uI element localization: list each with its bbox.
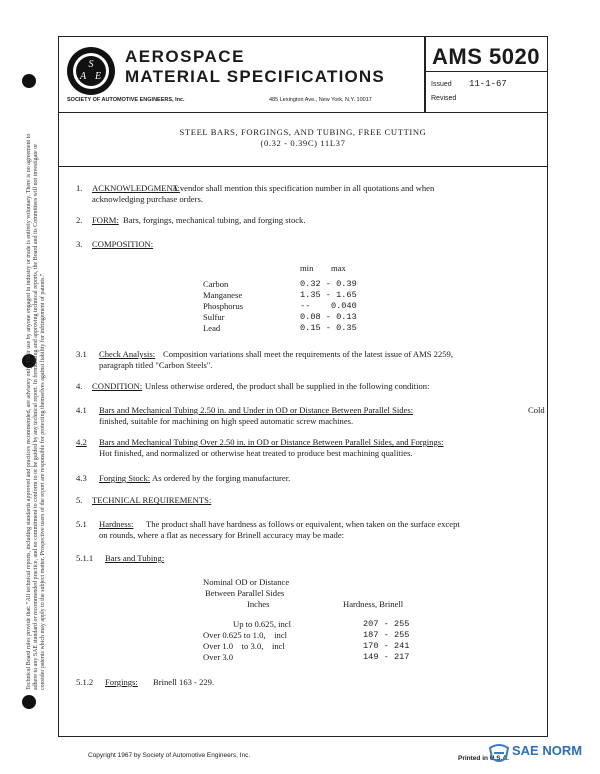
section-1-text-a: A vendor shall mention this specification number in all quotations and when	[172, 183, 435, 193]
section-2-heading: FORM:	[92, 215, 119, 225]
hardness-size: Over 0.625 to 1.0, incl	[203, 630, 288, 640]
hardness-size: Up to 0.625, incl	[233, 619, 292, 629]
footer-printed: Printed in U.S.A.	[458, 755, 509, 762]
hardness-size: Over 1.0 to 3.0, incl	[203, 641, 285, 651]
hardness-value: 149 - 217	[363, 652, 410, 662]
society-name: SOCIETY OF AUTOMOTIVE ENGINEERS, Inc.	[67, 97, 185, 103]
sae-norm-watermark	[488, 740, 600, 770]
hardness-value: 207 - 255	[363, 619, 410, 629]
hardness-head-brinell: Hardness, Brinell	[343, 599, 404, 609]
header-title-line2: MATERIAL SPECIFICATIONS	[125, 67, 385, 86]
section-4-3-heading: Forging Stock:	[99, 473, 151, 483]
section-2-number: 2.	[76, 215, 83, 225]
section-5-1-1-number: 5.1.1	[76, 553, 94, 563]
composition-element: Carbon	[203, 279, 229, 289]
composition-element: Manganese	[203, 290, 243, 300]
section-1-heading: ACKNOWLEDGMENT:	[92, 183, 180, 193]
composition-range: 0.08 - 0.13	[300, 312, 357, 322]
svg-text:A: A	[79, 71, 87, 82]
section-3-1-heading: Check Analysis:	[99, 349, 156, 359]
footer-copyright: Copyright 1967 by Society of Automotive Engineers, Inc.	[88, 752, 251, 759]
punch-hole-bottom	[22, 695, 36, 709]
hardness-value: 187 - 255	[363, 630, 410, 640]
section-5-1-2-text: Brinell 163 - 229.	[153, 677, 215, 687]
doc-title-line1: STEEL BARS, FORGINGS, AND TUBING, FREE CUTTING	[179, 127, 427, 137]
ams-number: AMS 5020	[425, 43, 547, 72]
header-box	[58, 36, 426, 113]
section-5-1-text-a: The product shall have hardness as follows or equivalent, when taken on the surface except	[146, 519, 460, 529]
doc-title-line2: (0.32 - 0.39C) 11L37	[260, 138, 346, 148]
section-5-number: 5.	[76, 495, 83, 505]
section-3-1-number: 3.1	[76, 349, 87, 359]
hardness-head-line3: Inches	[247, 599, 270, 609]
section-4-text: Unless otherwise ordered, the product shall be supplied in the following condition:	[145, 381, 430, 391]
section-4-1-text-b: finished, suitable for machining on high speed automatic screw machines.	[99, 416, 354, 426]
ams-number-box	[424, 36, 548, 113]
section-4-number: 4.	[76, 381, 83, 391]
composition-element: Sulfur	[203, 312, 225, 322]
sae-norm-logo-icon	[488, 742, 510, 764]
side-legal-text: Technical Board rules provide that: "All technical reports, including standards approved and practices recommended, are advisory only. Their use by anyone engaged in industry or trade is entirely voluntary. There is no agreement to adhere to any SAE standard or recommended practice, and no commitment to conform to or be guided by any technical report. In formulating and approving technical reports, the Board and its Committees will not investigate or consider patents which may apply to the subject matter. Prospective users of the report are responsible for protecting themselves against liability for infringement of patents."	[26, 133, 46, 690]
composition-range: 1.35 - 1.65	[300, 290, 357, 300]
svg-text:E: E	[94, 71, 102, 82]
punch-hole-top	[22, 74, 36, 88]
section-4-2-heading: Bars and Mechanical Tubing Over 2.50 in. in OD or Distance Between Parallel Sides, and Forgings:	[99, 437, 444, 447]
hardness-size: Over 3.0	[203, 652, 234, 662]
section-5-heading: TECHNICAL REQUIREMENTS:	[92, 495, 212, 505]
revised-label: Revised	[431, 95, 457, 102]
section-1-number: 1.	[76, 183, 83, 193]
hardness-head-line2: Between Parallel Sides	[205, 588, 285, 598]
section-4-3-number: 4.3	[76, 473, 87, 483]
svg-text:S: S	[88, 59, 94, 70]
hardness-value: 170 - 241	[363, 641, 410, 651]
section-4-1-text-a: Cold	[528, 405, 545, 415]
composition-element: Phosphorus	[203, 301, 244, 311]
section-3-1-text-a: Composition variations shall meet the requirements of the latest issue of AMS 2259,	[163, 349, 453, 359]
header-title-line1: AEROSPACE	[125, 47, 245, 66]
section-1-text-b: acknowledging purchase orders.	[92, 194, 203, 204]
sae-norm-text: SAE NORM	[512, 743, 583, 758]
section-2-text: Bars, forgings, mechanical tubing, and forging stock.	[123, 215, 306, 225]
section-4-1-number: 4.1	[76, 405, 87, 415]
composition-range: 0.15 - 0.35	[300, 323, 357, 333]
section-3-1-text-b: paragraph titled "Carbon Steels".	[99, 360, 213, 370]
section-4-2-text: Hot finished, and normalized or otherwise heat treated to produce best machining qualities.	[99, 448, 413, 458]
composition-col-max: max	[331, 263, 346, 273]
section-4-3-text: As ordered by the forging manufacturer.	[152, 473, 291, 483]
section-4-1-heading: Bars and Mechanical Tubing 2.50 in. and Under in OD or Distance Between Parallel Sides:	[99, 405, 414, 415]
title-box	[58, 111, 548, 167]
side-legal-note	[26, 130, 62, 690]
section-4-2-number: 4.2	[76, 437, 87, 447]
section-4-heading: CONDITION:	[92, 381, 143, 391]
issued-label: Issued	[431, 81, 452, 88]
composition-range: 0.32 - 0.39	[300, 279, 357, 289]
section-5-1-1-heading: Bars and Tubing:	[105, 553, 165, 563]
section-3-heading: COMPOSITION:	[92, 239, 154, 249]
section-5-1-2-number: 5.1.2	[76, 677, 94, 687]
society-address: 485 Lexington Ave., New York, N.Y. 10017	[269, 97, 372, 103]
sae-logo-icon	[65, 45, 117, 97]
composition-element: Lead	[203, 323, 221, 333]
composition-range: -- 0.040	[300, 301, 357, 311]
section-5-1-number: 5.1	[76, 519, 87, 529]
hardness-head-line1: Nominal OD or Distance	[203, 577, 290, 587]
section-3-number: 3.	[76, 239, 83, 249]
composition-col-min: min	[300, 263, 314, 273]
issued-date: 11-1-67	[469, 79, 507, 89]
section-5-1-2-heading: Forgings:	[105, 677, 138, 687]
section-5-1-heading: Hardness:	[99, 519, 134, 529]
section-5-1-text-b: on rounds, where a flat as necessary for Brinell accuracy may be made:	[99, 530, 345, 540]
